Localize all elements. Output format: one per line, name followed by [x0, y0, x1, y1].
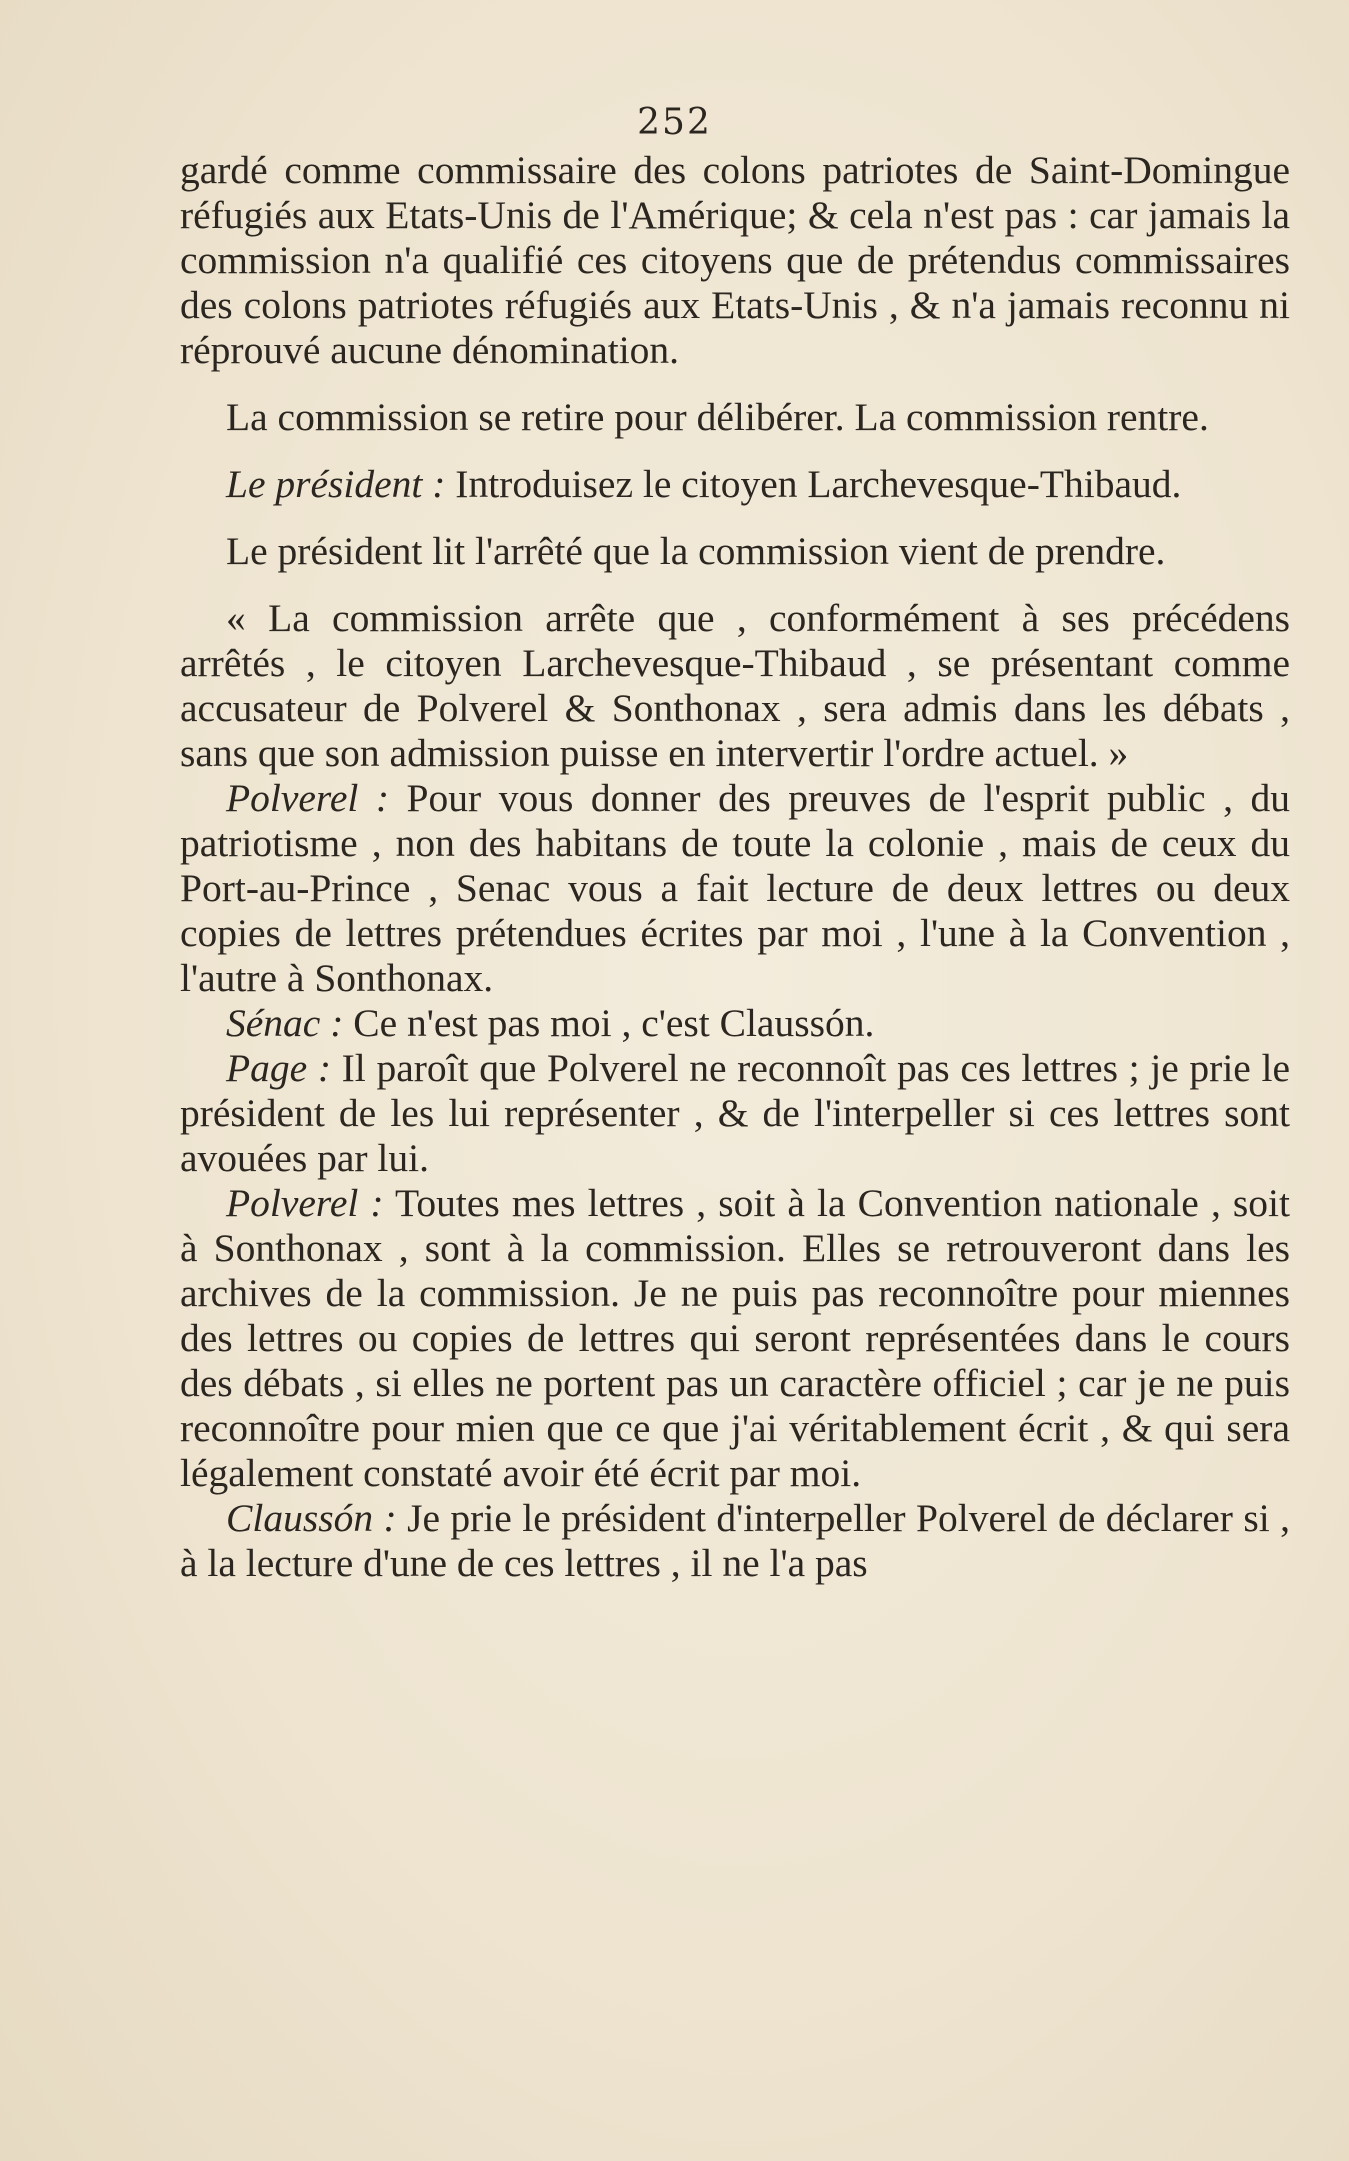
paragraph-text: gardé comme commissaire des colons patriotes de Saint-Domingue réfugiés aux Etats-Unis de l'Amérique; & cela n'est pas : car jamais la commission n'a qualifié ces citoyens que de prétendus commissaires des colons patriotes réfugiés aux Etats-Unis , & n'a jamais reconnu ni réprouvé aucune dénomination. [180, 148, 1290, 372]
speaker-name: Polverel : [226, 1181, 384, 1225]
paragraph [180, 1046, 1290, 1181]
paragraph [180, 596, 1290, 776]
speaker-name: Sénac : [226, 1001, 344, 1045]
paragraph-text: Introduisez le citoyen Larchevesque-Thibaud. [455, 462, 1182, 506]
paragraph [180, 776, 1290, 1001]
paragraph [180, 529, 1290, 574]
speaker-name: Page : [226, 1046, 331, 1090]
paragraph-text: Il paroît que Polverel ne reconnoît pas ces lettres ; je prie le président de les lui représenter , & de l'interpeller si ces lettres sont avouées par lui. [180, 1046, 1290, 1180]
paragraph [180, 462, 1290, 507]
paragraph [180, 395, 1290, 440]
speaker-name: Polverel : [226, 776, 390, 820]
page-number: 252 [637, 102, 712, 143]
paragraph [180, 1001, 1290, 1046]
paragraph-text: Je prie le président d'interpeller Polverel de déclarer si , à la lecture d'une de ces lettres , il ne l'a pas [180, 1496, 1291, 1585]
speaker-name: Claussón : [226, 1496, 397, 1540]
paragraph [180, 1496, 1290, 1586]
speaker-name: Le président : [226, 462, 446, 506]
text-body [180, 148, 1290, 1586]
paragraph-text: La commission se retire pour délibérer. La commission rentre. [226, 395, 1209, 439]
paragraph-text: Ce n'est pas moi , c'est Claussón. [353, 1001, 875, 1045]
paragraph [180, 148, 1290, 373]
paragraph-text: Le président lit l'arrêté que la commission vient de prendre. [226, 529, 1166, 573]
paragraph-text: « La commission arrête que , conformément à ses précédens arrêtés , le citoyen Larchevesque-Thibaud , se présentant comme accusateur de Polverel & Sonthonax , sera admis dans les débats , sans que son admission puisse en intervertir l'ordre actuel. » [180, 596, 1290, 775]
paragraph [180, 1181, 1290, 1496]
paragraph-text: Pour vous donner des preuves de l'esprit public , du patriotisme , non des habitans de toute la colonie , mais de ceux du Port-au-Prince , Senac vous a fait lecture de deux lettres ou deux copies de lettres prétendues écrites par moi , l'une à la Convention , l'autre à Sonthonax. [180, 776, 1290, 1000]
paragraph-text: Toutes mes lettres , soit à la Convention nationale , soit à Sonthonax , sont à la commission. Elles se retrouveront dans les archives de la commission. Je ne puis pas reconnoître pour miennes des lettres ou copies de lettres qui seront représentées dans le cours des débats , si elles ne portent pas un caractère officiel ; car je ne puis reconnoître pour mien que ce que j'ai véritablement écrit , & qui sera légalement constaté avoir été écrit par moi. [180, 1181, 1290, 1495]
